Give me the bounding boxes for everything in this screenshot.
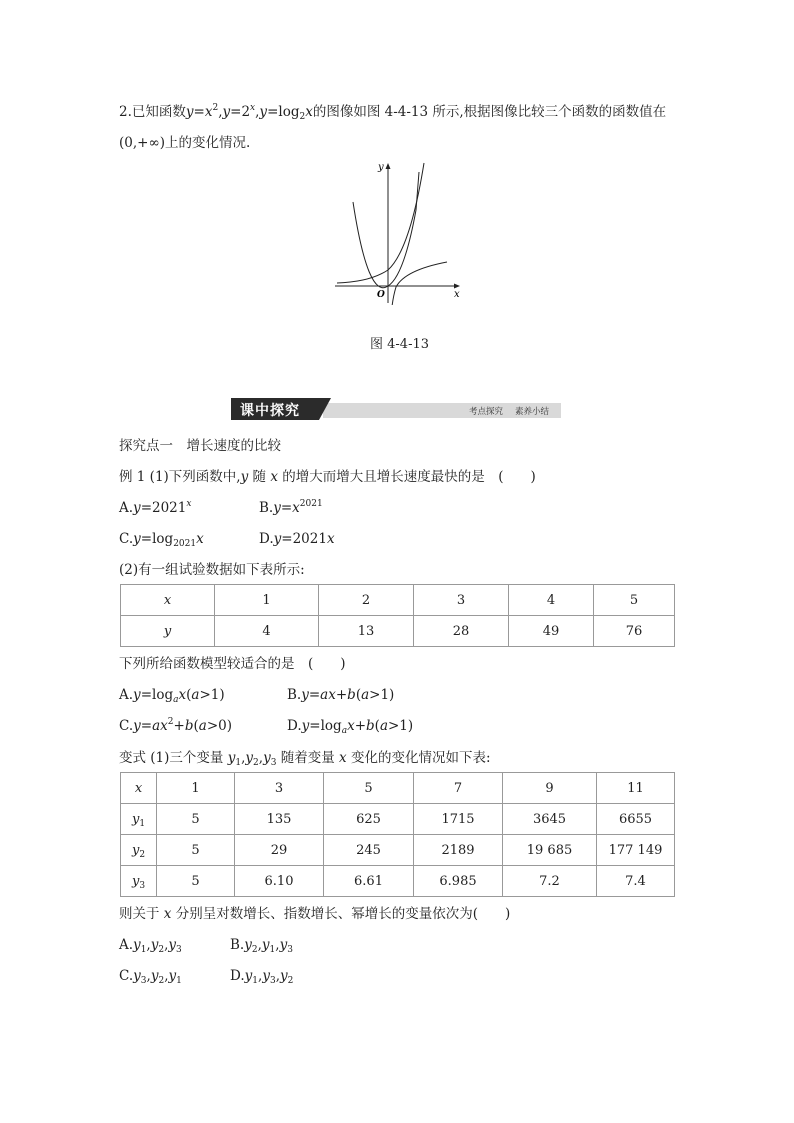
experiment-data-table [120,584,675,647]
option-a: $A.y_1,y_2,y_3$ [119,937,182,955]
q2-suffix: 的图像如图 4-4-13 所示,根据图像比较三个函数的函数值在 [312,104,667,120]
example1-q1-stem: 例 1 (1)下列函数中,y 随 x 的增大而增大且增长速度最快的是 ( ) [119,469,536,485]
table-cell: 4 [215,616,319,647]
x-axis-arrow [454,284,460,289]
table-cell: 6655 [597,804,675,835]
y-axis-arrow [386,163,391,169]
q2-prefix: 2.已知函数 [119,104,186,120]
banner-link-1: 考点探究 [469,407,504,417]
row-label: $y_3$ [121,866,157,897]
table-header-cell: 3 [235,773,324,804]
table-cell: 13 [319,616,414,647]
exponential-curve [337,163,424,283]
option-c: $C.y=ax^2+b(a>0)$ [119,717,232,734]
banner-link-2: 素养小结 [515,407,550,417]
table-cell: 135 [235,804,324,835]
table-cell: 5 [157,804,235,835]
option-b: $B.y=x^{2021}$ [259,499,323,516]
option-b: B.y=ax+b(a>1) [287,687,395,703]
option-b: $B.y_2,y_1,y_3$ [230,937,293,955]
table-row [121,585,675,616]
table-cell: 6.10 [235,866,324,897]
table-cell: 29 [235,835,324,866]
option-a: $A.y=2021^x$ [119,499,192,516]
figure-caption: 图 4-4-13 [370,337,430,352]
table-header-cell: x [121,585,215,616]
logarithm-curve [391,262,447,305]
q2-line1 [119,103,666,121]
table-cell: 5 [157,866,235,897]
section-banner [231,398,561,420]
table-cell: 625 [324,804,414,835]
table-cell: 7.4 [597,866,675,897]
table-cell: 1 [215,585,319,616]
table-header-cell: 11 [597,773,675,804]
variable-change-table [120,772,675,897]
option-d: $D.y=\log_ax+b(a>1)$ [287,718,414,736]
table-cell: 76 [594,616,675,647]
table-header-cell: 9 [503,773,597,804]
variant-question: 则关于 x 分别呈对数增长、指数增长、幂增长的变量依次为( ) [119,906,511,922]
table-cell: 6.985 [414,866,503,897]
table-header-cell: y [121,616,215,647]
table-row [121,616,675,647]
option-c: $C.y_3,y_2,y_1$ [119,968,182,986]
y-axis-label: y [378,162,384,173]
section-heading: 探究点一 增长速度的比较 [119,438,281,454]
table-cell: 3 [414,585,509,616]
option-c: $C.y=\log_{2021}x$ [119,531,204,549]
table-header-cell: x [121,773,157,804]
q2-line2: (0,+∞)上的变化情况. [119,135,251,151]
table-cell: 2189 [414,835,503,866]
table-cell: 5 [594,585,675,616]
example1-q2-stem: (2)有一组试验数据如下表所示: [119,562,305,578]
table-header-row [121,773,675,804]
table-cell: 19 685 [503,835,597,866]
table-cell: 5 [157,835,235,866]
table-cell: 177 149 [597,835,675,866]
x-axis-label: x [454,289,460,300]
table-row [121,835,675,866]
table-cell: 2 [319,585,414,616]
q2-functions: $y=x^2,y=2^x,y=\log_2x$ [185,103,313,122]
option-a: $A.y=\log_ax(a>1)$ [119,687,225,705]
table-cell: 245 [324,835,414,866]
function-graph-figure [330,155,465,305]
table-cell: 28 [414,616,509,647]
table-cell: 49 [509,616,594,647]
table-cell: 7.2 [503,866,597,897]
table-cell: 3645 [503,804,597,835]
origin-label: O [377,290,385,300]
table-header-cell: 1 [157,773,235,804]
banner-title: 课中探究 [240,403,300,419]
table-header-cell: 7 [414,773,503,804]
table-cell: 4 [509,585,594,616]
example1-q2-question: 下列所给函数模型较适合的是 ( ) [119,656,346,672]
variant-stem: 变式 (1)三个变量 $y_1,y_2,y_3$ 随着变量 x 变化的变化情况如下表: [119,750,491,768]
row-label: $y_1$ [121,804,157,835]
table-row [121,804,675,835]
table-cell: 1715 [414,804,503,835]
table-header-cell: 5 [324,773,414,804]
option-d: D.y=2021x [259,531,335,547]
row-label: $y_2$ [121,835,157,866]
table-row [121,866,675,897]
table-cell: 6.61 [324,866,414,897]
option-d: $D.y_1,y_3,y_2$ [230,968,294,986]
